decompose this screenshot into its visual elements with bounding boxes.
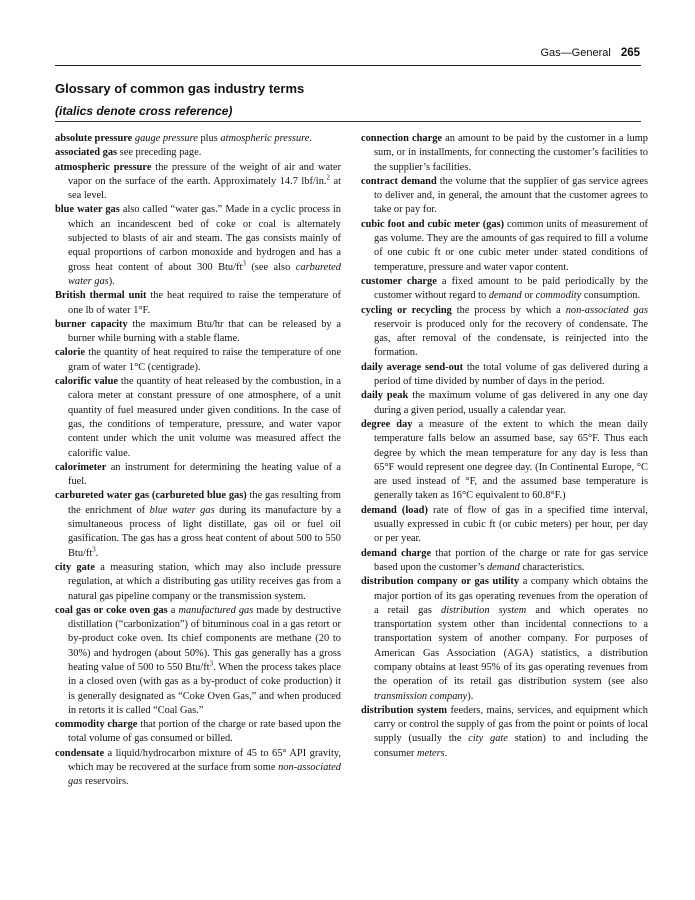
glossary-entry bbox=[361, 704, 648, 761]
header-rule bbox=[55, 65, 641, 66]
glossary-entry bbox=[55, 161, 341, 204]
cross-reference: demand bbox=[486, 561, 520, 573]
glossary-term: burner capacity bbox=[55, 318, 128, 330]
right-column bbox=[361, 132, 648, 761]
glossary-term: contract demand bbox=[361, 175, 437, 187]
glossary-definition: the pressure of the weight of air and water vapor on the surface of the earth. Approximately 14.7 lbf/in.$^2$ at sea level. bbox=[68, 161, 341, 202]
superscript: 3 bbox=[242, 259, 246, 268]
glossary-entry bbox=[55, 318, 341, 347]
superscript: 3 bbox=[209, 659, 214, 668]
glossary-term: blue water gas bbox=[55, 204, 120, 216]
page-number: 265 bbox=[620, 47, 640, 59]
glossary-term: commodity charge bbox=[55, 719, 138, 731]
left-column bbox=[55, 132, 341, 790]
glossary-term: daily average send-out bbox=[361, 361, 464, 373]
glossary-entry bbox=[55, 461, 341, 490]
glossary-term: demand charge bbox=[361, 547, 432, 559]
cross-reference: atmospheric pressure bbox=[220, 133, 310, 144]
glossary-term: customer charge bbox=[361, 275, 437, 287]
glossary-definition: a manufactured gas made by destructive distillation (“carbonization”) of bituminous coal in a gas retort or by-product coke oven. Its chief components are methane (20 to 30%) and hydrogen (about 50%). This gas generally has a gross heating value of 500 to 550 Btu/$ft^3$. When the process takes place in a closed oven (with gas as a by-product of coke production) it is generally designated as “Coke Oven Gas,” and when produced in retorts it is called “Coal Gas.” bbox=[68, 604, 341, 716]
glossary-term: calorimeter bbox=[55, 461, 107, 473]
glossary-definition: gauge pressure plus atmospheric pressure. bbox=[134, 133, 313, 144]
glossary-term: British thermal unit bbox=[55, 290, 147, 302]
cross-reference: non-associated gas bbox=[68, 762, 341, 788]
glossary-term: associated gas bbox=[55, 147, 118, 159]
glossary-entry bbox=[55, 132, 341, 146]
cross-reference: transmission company bbox=[374, 690, 468, 702]
superscript: 2 bbox=[326, 173, 330, 182]
glossary-entry bbox=[361, 418, 648, 504]
glossary-term: cycling or recycling bbox=[361, 304, 452, 316]
glossary-title: Glossary of common gas industry terms bbox=[55, 81, 305, 96]
glossary-term: cubic foot and cubic meter (gas) bbox=[361, 218, 505, 230]
glossary-definition: that portion of the charge or rate based upon the total volume of gas consumed or billed. bbox=[68, 719, 341, 745]
glossary-definition: the total volume of gas delivered during a period of time divided by number of days in the period. bbox=[374, 361, 648, 388]
glossary-term: carbureted water gas (carbureted blue gas) bbox=[55, 490, 247, 502]
glossary-definition: common units of measurement of gas volume. They are the amounts of gas required to fill a volume of one cubic ft or one cubic meter under stated conditions of temperature, pressure and water vapor content. bbox=[374, 218, 648, 273]
glossary-subtitle: (italics denote cross reference) bbox=[55, 104, 233, 118]
glossary-entry bbox=[55, 375, 341, 461]
glossary-term: degree day bbox=[361, 418, 413, 430]
glossary-entry bbox=[361, 175, 648, 218]
cross-reference: demand bbox=[488, 290, 522, 302]
running-header bbox=[541, 47, 641, 59]
cross-reference: commodity bbox=[535, 290, 582, 302]
cross-reference: city gate bbox=[468, 733, 508, 745]
glossary-definition: the heat required to raise the temperature of one lb of water 1°F. bbox=[68, 290, 341, 316]
glossary-entry bbox=[361, 132, 648, 175]
cross-reference: manufactured gas bbox=[178, 604, 254, 616]
glossary-term: condensate bbox=[55, 747, 105, 759]
glossary-entry bbox=[55, 489, 341, 560]
glossary-term: calorie bbox=[55, 347, 85, 359]
glossary-entry bbox=[361, 547, 648, 576]
glossary-term: distribution system bbox=[361, 704, 447, 716]
glossary-entry bbox=[361, 575, 648, 704]
glossary-entry bbox=[55, 346, 341, 375]
glossary-entry bbox=[55, 561, 341, 604]
glossary-entry bbox=[361, 389, 648, 418]
glossary-term: city gate bbox=[55, 561, 95, 573]
glossary-entry bbox=[361, 361, 648, 390]
glossary-definition: see preceding page. bbox=[119, 147, 202, 159]
glossary-entry bbox=[55, 203, 341, 289]
glossary-entry bbox=[55, 747, 341, 790]
glossary-definition: a measuring station, which may also include pressure regulation, at which a distributing gas utility receives gas from a natural gas pipeline company or the transmission system. bbox=[68, 561, 341, 602]
glossary-term: absolute pressure bbox=[55, 133, 133, 144]
glossary-definition: rate of flow of gas in a specified time interval, usually expressed in cubic ft (or cubic meters) per hour, per day or per year. bbox=[374, 504, 648, 545]
cross-reference: blue water gas bbox=[149, 504, 215, 516]
cross-reference: meters bbox=[417, 747, 445, 759]
glossary-definition: a fixed amount to be paid periodically by the customer without regard to demand or commodity consumption. bbox=[374, 275, 648, 302]
glossary-definition: the maximum volume of gas delivered in any one day during a given period, usually a calendar year. bbox=[374, 390, 648, 416]
glossary-term: connection charge bbox=[361, 133, 443, 144]
glossary-definition: the maximum Btu/hr that can be released by a burner while burning with a stable flame. bbox=[68, 318, 341, 345]
cross-reference: gauge pressure bbox=[134, 133, 198, 144]
glossary-term: atmospheric pressure bbox=[55, 161, 152, 173]
glossary-definition: an instrument for determining the heating value of a fuel. bbox=[68, 461, 341, 488]
glossary-definition: the quantity of heat released by the combustion, in a calora meter at constant pressure of one atmosphere, of a unit quantity of fuel measured under given conditions. In the case of gas, the conditions of temperature, pressure, and water vapor content under which the unit volume was measured affect the calorific value. bbox=[68, 376, 341, 459]
glossary-entry bbox=[55, 146, 341, 160]
subtitle-rule bbox=[55, 121, 641, 122]
glossary-definition: the gas resulting from the enrichment of blue water gas during its manufacture by a simultaneous process of light distillate, gas oil or fuel oil gasification. The gas has a gross heat content of about 500 to 550 Btu/$ft^3$. bbox=[68, 490, 341, 559]
glossary-entry bbox=[55, 289, 341, 318]
glossary-definition: feeders, mains, services, and equipment which carry or control the supply of gas from the point or points of local supply (usually the city gate station) to and including the consumer meters. bbox=[374, 704, 648, 759]
glossary-definition: also called “water gas.” Made in a cyclic process in which an incandescent bed of coke or coal is alternately subjected to blasts of air and steam. The gas consists mainly of equal proportions of carbon monoxide and hydrogen and has a gross heat content of about 300 Btu/$ft^3$ (see also carbureted water gas). bbox=[68, 204, 341, 287]
glossary-entry bbox=[361, 275, 648, 304]
glossary-entry bbox=[361, 504, 648, 547]
glossary-term: distribution company or gas utility bbox=[361, 576, 520, 588]
glossary-definition: the quantity of heat required to raise the temperature of one gram of water 1°C (centigrade). bbox=[68, 347, 341, 373]
glossary-entry bbox=[361, 218, 648, 275]
glossary-definition: a company which obtains the major portion of its gas operating revenues from the operation of a retail gas distribution system and which operates no transportation system other than incidental connections to a transportation system of another company. For purposes of American Gas Association (AGA) statistics, a distribution company obtains at least 95% of its gas operating revenues from the operation of its retail gas distribution system (see also transmission company). bbox=[374, 576, 648, 702]
glossary-term: coal gas or coke oven gas bbox=[55, 604, 168, 616]
glossary-entry bbox=[55, 604, 341, 718]
glossary-entry bbox=[361, 304, 648, 361]
glossary-term: calorific value bbox=[55, 376, 118, 388]
glossary-definition: a liquid/hydrocarbon mixture of 45 to 65° API gravity, which may be recovered at the surface from some non-associated gas reservoirs. bbox=[68, 747, 341, 788]
cross-reference: distribution system bbox=[441, 604, 527, 616]
running-title: Gas—General bbox=[540, 47, 611, 59]
glossary-entry bbox=[55, 718, 341, 747]
glossary-definition: the volume that the supplier of gas service agrees to deliver and, in general, the amount that the customer agrees to take or pay for. bbox=[374, 175, 648, 216]
cross-reference: non-associated gas bbox=[565, 304, 648, 316]
glossary-definition: a measure of the extent to which the mean daily temperature falls below an assumed base, say 65°F. Thus each degree by which the mean temperature for any day is less than 65°F would represent one degree day. (In Continental Europe, °C are used instead of °F, and the assumed base temperature is generally taken as 16°C equivalent to 60.8°F.) bbox=[374, 418, 648, 502]
glossary-term: daily peak bbox=[361, 390, 409, 402]
cross-reference: carbureted water gas bbox=[68, 261, 341, 287]
glossary-term: demand (load) bbox=[361, 504, 428, 516]
glossary-definition: the process by which a non-associated gas reservoir is produced only for the recovery of condensate. The gas, after removal of the condensate, is reinjected into the formation. bbox=[374, 304, 648, 359]
superscript: 3 bbox=[92, 545, 96, 554]
glossary-definition: an amount to be paid by the customer in a lump sum, or in installments, for connecting the customer’s facilities to the supplier’s facilities. bbox=[374, 133, 648, 173]
glossary-definition: that portion of the charge or rate for gas service based upon the customer’s demand characteristics. bbox=[374, 547, 649, 573]
